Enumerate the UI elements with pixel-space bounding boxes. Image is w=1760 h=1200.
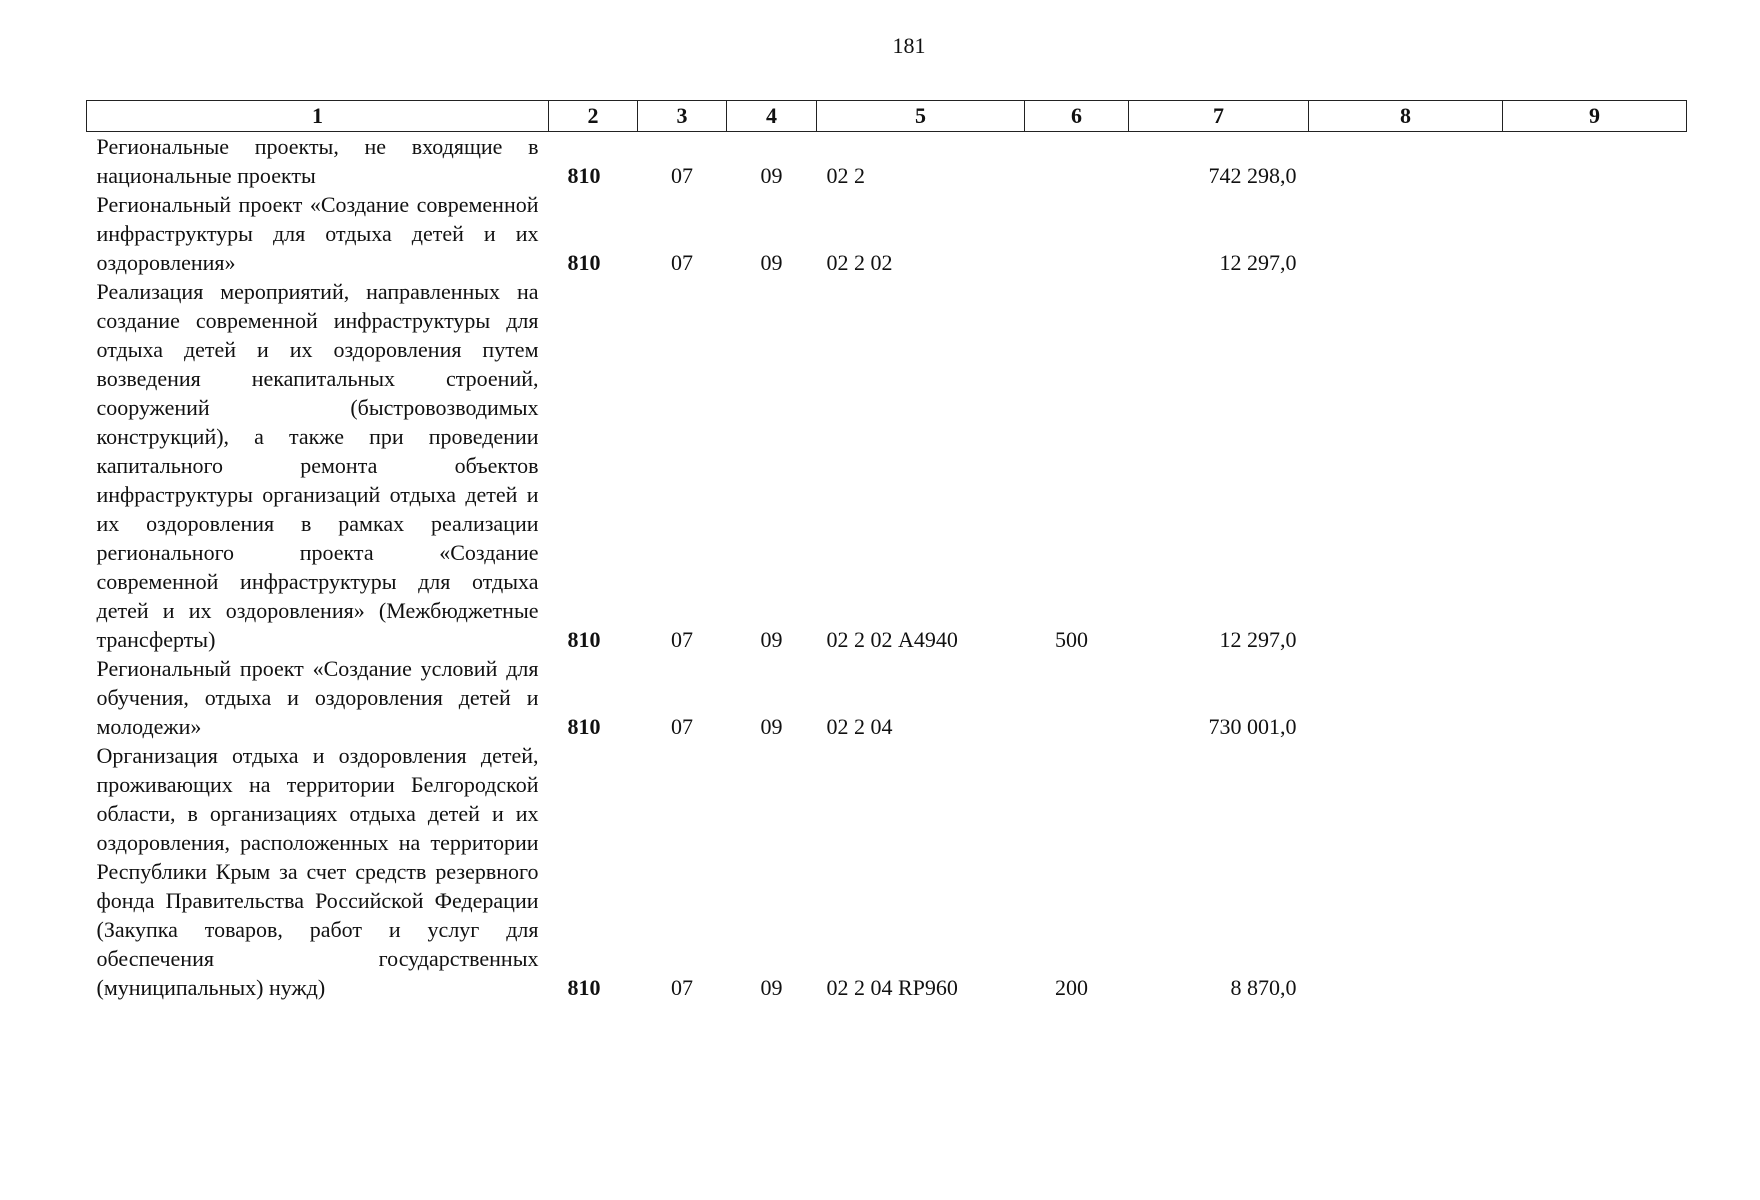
row-col9 bbox=[1503, 741, 1687, 1002]
row-target-article: 02 2 02 bbox=[826, 250, 893, 275]
row-admin-code: 810 bbox=[567, 975, 601, 1000]
row-target-article: 02 2 bbox=[826, 163, 865, 188]
column-header: 8 bbox=[1309, 101, 1503, 132]
row-subsection: 09 bbox=[760, 975, 783, 1000]
row-col8 bbox=[1309, 132, 1503, 191]
row-expense-type bbox=[1025, 654, 1129, 741]
row-amount: 730 001,0 bbox=[1208, 714, 1297, 739]
row-section: 07 bbox=[671, 975, 693, 1000]
row-expense-type bbox=[1025, 190, 1129, 277]
row-col8 bbox=[1309, 654, 1503, 741]
row-section: 07 bbox=[671, 627, 693, 652]
row-description: Реализация мероприятий, направленных на создание современной инфраструктуры для отдыха детей и их оздоровления путем возведения некапитальных строений, сооружений (быстровозводимых конструкций), а также при проведении капитального ремонта объектов инфраструктуры организаций отдыха детей и их оздоровления в рамках реализации регионального проекта «Создание современной инфраструктуры для отдыха детей и их оздоровления» (Межбюджетные трансферты) bbox=[96, 279, 539, 652]
row-subsection: 09 bbox=[760, 627, 783, 652]
row-target-article: 02 2 04 bbox=[826, 714, 893, 739]
row-description: Региональный проект «Создание условий для обучения, отдыха и оздоровления детей и молодежи» bbox=[96, 656, 539, 739]
row-col9 bbox=[1503, 277, 1687, 654]
row-amount: 12 297,0 bbox=[1219, 627, 1297, 652]
column-header: 3 bbox=[638, 101, 727, 132]
header-row bbox=[87, 101, 1687, 132]
column-header: 4 bbox=[727, 101, 817, 132]
column-header: 9 bbox=[1503, 101, 1687, 132]
row-description: Организация отдыха и оздоровления детей, проживающих на территории Белгородской области, в организациях отдыха детей и их оздоровления, расположенных на территории Республики Крым за счет средств резервного фонда Правительства Российской Федерации (Закупка товаров, работ и услуг для обеспечения государственных (муниципальных) нужд) bbox=[96, 743, 539, 1000]
column-header: 6 bbox=[1025, 101, 1129, 132]
table-row bbox=[87, 277, 1687, 654]
row-admin-code: 810 bbox=[567, 714, 601, 739]
row-admin-code: 810 bbox=[567, 627, 601, 652]
row-admin-code: 810 bbox=[567, 250, 601, 275]
column-header: 1 bbox=[87, 101, 549, 132]
row-subsection: 09 bbox=[760, 250, 783, 275]
row-description: Региональный проект «Создание современной инфраструктуры для отдыха детей и их оздоровления» bbox=[96, 192, 539, 275]
row-target-article: 02 2 02 А4940 bbox=[826, 627, 958, 652]
row-description: Региональные проекты, не входящие в национальные проекты bbox=[96, 134, 539, 188]
row-col9 bbox=[1503, 132, 1687, 191]
row-amount: 742 298,0 bbox=[1208, 163, 1297, 188]
page-number: 181 bbox=[892, 33, 926, 58]
row-col9 bbox=[1503, 190, 1687, 277]
table-row bbox=[87, 654, 1687, 741]
table-row bbox=[87, 190, 1687, 277]
row-section: 07 bbox=[671, 714, 693, 739]
row-col8 bbox=[1309, 741, 1503, 1002]
column-header: 5 bbox=[817, 101, 1025, 132]
row-subsection: 09 bbox=[760, 714, 783, 739]
row-section: 07 bbox=[671, 250, 693, 275]
row-col8 bbox=[1309, 277, 1503, 654]
row-subsection: 09 bbox=[760, 163, 783, 188]
row-amount: 12 297,0 bbox=[1219, 250, 1297, 275]
row-col9 bbox=[1503, 654, 1687, 741]
row-expense-type: 200 bbox=[1055, 975, 1088, 1000]
row-amount: 8 870,0 bbox=[1230, 975, 1297, 1000]
row-col8 bbox=[1309, 190, 1503, 277]
row-section: 07 bbox=[671, 163, 693, 188]
row-expense-type: 500 bbox=[1055, 627, 1088, 652]
budget-table bbox=[86, 100, 1687, 1002]
table-row bbox=[87, 741, 1687, 1002]
table-row bbox=[87, 132, 1687, 191]
column-header: 7 bbox=[1129, 101, 1309, 132]
row-admin-code: 810 bbox=[567, 163, 601, 188]
column-header: 2 bbox=[549, 101, 638, 132]
row-expense-type bbox=[1025, 132, 1129, 191]
row-target-article: 02 2 04 RP960 bbox=[826, 975, 958, 1000]
